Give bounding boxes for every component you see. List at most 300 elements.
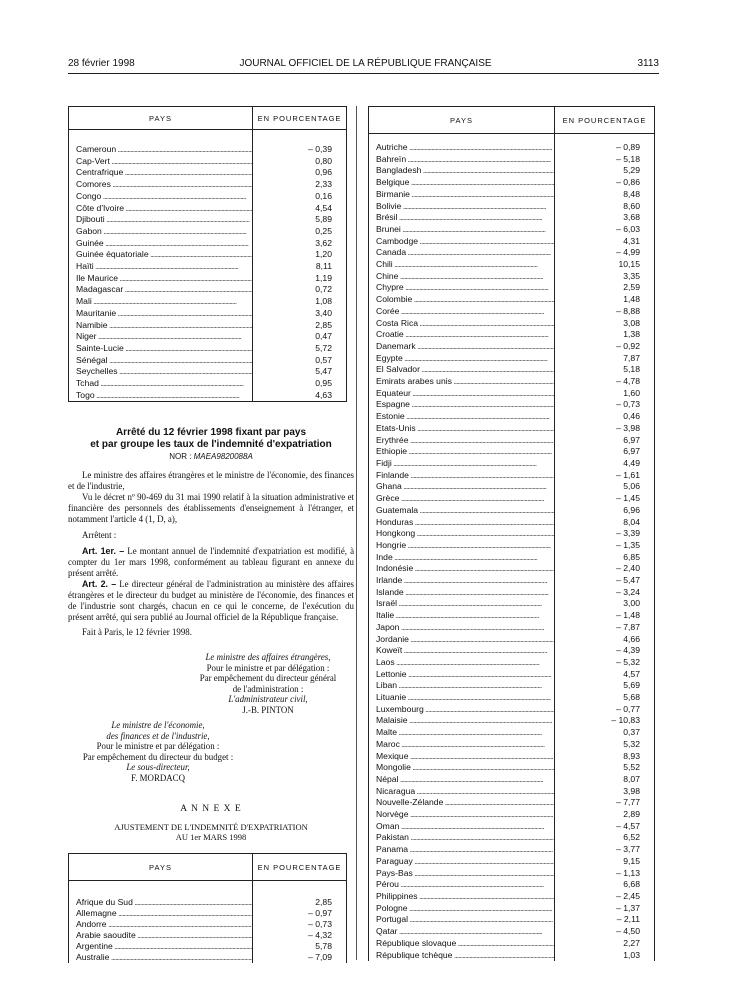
- country-name: Arabie saoudite .....: [76, 930, 253, 940]
- percentage-value: – 3,98: [616, 422, 640, 433]
- table-row: [369, 224, 655, 236]
- percentage-value: 5,69: [623, 680, 640, 691]
- percentage-value: – 0,39: [308, 144, 332, 154]
- percentage-value: – 1,48: [616, 610, 640, 621]
- country-name: Emirats arabes unis .....: [376, 376, 555, 386]
- table-row: [369, 669, 655, 681]
- percentage-value: – 0,73: [616, 399, 640, 410]
- table-row: [369, 458, 655, 470]
- country-name: Danemark .....: [376, 341, 555, 351]
- country-name: Gabon .....: [76, 226, 246, 236]
- table-row: [69, 179, 347, 191]
- header-journal-title: JOURNAL OFFICIEL DE LA RÉPUBLIQUE FRANÇAISE: [239, 58, 492, 69]
- percentage-value: – 3,77: [616, 844, 640, 855]
- arrete-title-line-1: Arrêté du 12 février 1998 fixant par pays: [115, 427, 307, 438]
- percentage-value: 4,54: [315, 202, 332, 213]
- table-row: [369, 446, 655, 458]
- table-row: [369, 247, 655, 259]
- country-name: Philippines .....: [376, 891, 555, 901]
- percentage-value: 4,63: [315, 389, 332, 400]
- table-row: [69, 320, 347, 332]
- percentage-value: 2,85: [315, 319, 332, 330]
- country-name: Koweït .....: [376, 645, 547, 655]
- percentage-value: – 0,89: [616, 142, 640, 152]
- table-row: [69, 919, 347, 930]
- country-name: Pologne .....: [376, 903, 552, 913]
- table-row: [369, 832, 655, 844]
- table-row: [69, 214, 347, 226]
- table-row: [69, 378, 347, 390]
- country-name: Liban .....: [376, 680, 541, 690]
- country-name: Namibie .....: [76, 320, 252, 330]
- sig2-line-5: Le sous-directeur,: [126, 762, 190, 773]
- country-name: Portugal .....: [376, 914, 552, 924]
- country-name: Mongolie .....: [376, 762, 555, 772]
- percentage-value: – 7,87: [616, 621, 640, 632]
- sig1-line-1: Le ministre des affaires étrangères,: [205, 652, 331, 662]
- sig1-line-4: de l'administration :: [232, 683, 304, 694]
- country-name: Guatemala .....: [376, 505, 555, 515]
- table-row: [69, 331, 347, 343]
- annexe-table-body: [69, 881, 347, 964]
- country-name: Comores .....: [76, 179, 253, 189]
- percentage-value: 0,16: [315, 190, 332, 201]
- header-page-number: 3113: [637, 58, 659, 69]
- table-row: [369, 399, 655, 411]
- table-row: [69, 191, 347, 203]
- table-spacer-row: [69, 881, 347, 898]
- country-name: Paraguay .....: [376, 856, 555, 866]
- country-name: Sainte-Lucie .....: [76, 343, 253, 353]
- column-header-pays: PAYS: [69, 107, 253, 130]
- arrete-arretent: Arrêtent :: [82, 530, 117, 540]
- percentage-value: 0,72: [315, 284, 332, 295]
- percentage-value: – 0,73: [308, 919, 332, 929]
- country-name: Ghana .....: [376, 481, 546, 491]
- country-name: Pérou .....: [376, 879, 543, 889]
- percentage-value: – 0,77: [616, 703, 640, 714]
- table-row: [369, 353, 655, 365]
- percentage-value: 6,52: [623, 832, 640, 843]
- country-name: Cameroun .....: [76, 144, 253, 154]
- country-name: Afrique du Sud .....: [76, 897, 253, 907]
- sig1-line-5: L'administrateur civil,: [228, 694, 308, 705]
- sig1-line-3: Par empêchement du directeur général: [199, 673, 337, 684]
- country-name: Islande .....: [376, 587, 548, 597]
- country-name: Finlande .....: [376, 470, 553, 480]
- table-row: [69, 952, 347, 963]
- percentage-value: 6,97: [623, 446, 640, 457]
- sig2-line-2: des finances et de l'industrie,: [106, 730, 210, 741]
- percentage-value: 0,37: [623, 727, 640, 738]
- percentage-value: 8,04: [623, 516, 640, 527]
- country-name: Pays-Bas .....: [376, 868, 555, 878]
- table-row: [369, 470, 655, 482]
- sig1-line-2: Pour le ministre et par délégation :: [206, 662, 330, 673]
- percentage-value: – 4,57: [616, 820, 640, 831]
- annexe-subtitle-1: AJUSTEMENT DE L'INDEMNITÉ D'EXPATRIATION: [114, 822, 308, 832]
- table-row: [369, 364, 655, 376]
- percentage-value: – 4,78: [616, 376, 640, 387]
- country-name: Indonésie .....: [376, 563, 555, 573]
- country-name: Honduras .....: [376, 517, 555, 527]
- article-1-text: Le montant annuel de l'indemnité d'expatriation est modifié, à compter du 1er mars 1998, conformément au tableau figurant en annexe du présent arrêté.: [68, 546, 355, 578]
- country-name: Bolivie .....: [376, 201, 546, 211]
- percentage-value: 5,06: [623, 481, 640, 492]
- table-row: [369, 868, 655, 880]
- column-header-pays: PAYS: [69, 854, 253, 881]
- article-2-label: Art. 2. –: [82, 579, 117, 589]
- table-row: [369, 294, 655, 306]
- table-row: [369, 388, 655, 400]
- percentage-value: – 4,99: [616, 247, 640, 258]
- country-name: Panama .....: [376, 844, 552, 854]
- article-1: [68, 546, 354, 579]
- country-name: Guinée .....: [76, 238, 248, 248]
- country-name: Laos .....: [376, 657, 539, 667]
- table-row: [369, 517, 655, 529]
- table-row: [369, 797, 655, 809]
- sig2-line-3: Pour le ministre et par délégation :: [96, 741, 220, 752]
- table-row: [69, 167, 347, 179]
- country-name: Brunei .....: [376, 224, 545, 234]
- country-name: Mauritanie .....: [76, 308, 253, 318]
- country-name: Chypre .....: [376, 282, 548, 292]
- right-rates-table: [368, 106, 655, 961]
- country-name: Autriche .....: [376, 142, 552, 152]
- table-row: [369, 318, 655, 330]
- annexe-subtitle-2: AU 1er MARS 1998: [175, 832, 247, 842]
- table-row: [369, 189, 655, 201]
- percentage-value: – 0,92: [616, 340, 640, 351]
- table-spacer-row: [69, 130, 347, 145]
- table-row: [369, 856, 655, 868]
- percentage-value: – 2,11: [616, 914, 640, 925]
- article-2-text: Le directeur général de l'administration au ministère des affaires étrangères et le directeur du budget au ministère de l'économie, des finances et de l'industrie sont chargés, chacun en ce qui le concerne, de l'exécution du présent arrêté, qui sera publié au Journal officiel de la République française.: [68, 579, 354, 622]
- signature-block-economie: [68, 720, 248, 784]
- percentage-value: – 5,47: [616, 575, 640, 586]
- percentage-value: – 4,32: [308, 930, 332, 940]
- percentage-value: 5,47: [315, 366, 332, 377]
- country-name: Hongkong .....: [376, 528, 555, 538]
- table-row: [369, 950, 655, 962]
- table-row: [369, 622, 655, 634]
- country-name: Ile Maurice .....: [76, 273, 253, 283]
- percentage-value: – 2,45: [616, 891, 640, 901]
- country-name: Madagascar .....: [76, 284, 253, 294]
- percentage-value: – 6,03: [616, 223, 640, 234]
- country-name: Irlande .....: [376, 575, 547, 585]
- table-row: [369, 903, 655, 915]
- table-row: [69, 238, 347, 250]
- country-name: Tchad .....: [76, 378, 243, 388]
- country-name: Etats-Unis .....: [376, 423, 555, 433]
- country-name: Haïti .....: [76, 261, 238, 271]
- table-row: [69, 908, 347, 919]
- country-name: Costa Rica .....: [376, 318, 555, 328]
- nor-label: NOR :: [169, 452, 194, 461]
- table-row: [369, 762, 655, 774]
- table-row: [369, 938, 655, 950]
- table-row: [369, 891, 655, 903]
- country-name: Cambodge .....: [376, 236, 555, 246]
- table-row: [69, 296, 347, 308]
- country-name: Hongrie .....: [376, 540, 550, 550]
- country-name: Lettonie .....: [376, 669, 551, 679]
- table-row: [369, 423, 655, 435]
- table-row: [369, 657, 655, 669]
- percentage-value: – 4,39: [616, 645, 640, 656]
- percentage-value: 6,96: [623, 504, 640, 515]
- country-name: Sénégal .....: [76, 355, 252, 365]
- country-name: Italie .....: [376, 610, 538, 620]
- table-row: [69, 941, 347, 952]
- table-row: [369, 540, 655, 552]
- percentage-value: 4,57: [623, 668, 640, 679]
- column-header-pourcentage: EN POURCENTAGE: [253, 854, 347, 881]
- column-header-pourcentage: EN POURCENTAGE: [555, 107, 655, 134]
- percentage-value: 2,89: [623, 809, 640, 820]
- table-row: [69, 930, 347, 941]
- table-row: [69, 284, 347, 296]
- percentage-value: 1,03: [623, 949, 640, 960]
- country-name: Inde .....: [376, 552, 537, 562]
- country-name: Australie .....: [76, 952, 253, 962]
- arrete-title: [68, 427, 354, 450]
- table-row: [369, 552, 655, 564]
- country-name: Luxembourg .....: [376, 704, 555, 714]
- percentage-value: – 5,18: [616, 153, 640, 164]
- percentage-value: 5,78: [315, 941, 332, 951]
- table-row: [369, 634, 655, 646]
- table-row: [369, 154, 655, 166]
- table-row: [69, 343, 347, 355]
- nor-code: MAEA9820088A: [193, 452, 253, 461]
- percentage-value: – 5,32: [616, 656, 640, 667]
- percentage-value: – 1,35: [616, 539, 640, 550]
- sig2-line-6: F. MORDACQ: [130, 772, 186, 783]
- table-row: [369, 727, 655, 739]
- table-row: [369, 528, 655, 540]
- table-row: [69, 144, 347, 156]
- country-name: Cap-Vert .....: [76, 156, 253, 166]
- percentage-value: 3,98: [623, 785, 640, 796]
- country-name: Brésil .....: [376, 212, 542, 222]
- percentage-value: 3,00: [623, 598, 640, 609]
- left-rates-table: [68, 106, 347, 402]
- table-row: [69, 226, 347, 238]
- percentage-value: 1,38: [623, 329, 640, 340]
- percentage-value: 0,80: [315, 155, 332, 166]
- country-name: Ethiopie .....: [376, 446, 551, 456]
- country-name: Equateur .....: [376, 388, 555, 398]
- country-name: Malaisie .....: [376, 715, 552, 725]
- country-name: Nouvelle-Zélande .....: [376, 797, 555, 807]
- percentage-value: 0,46: [623, 411, 640, 422]
- country-name: Belgique .....: [376, 177, 554, 187]
- column-divider: [356, 106, 357, 960]
- percentage-value: – 1,37: [616, 902, 640, 913]
- percentage-value: 3,35: [623, 270, 640, 281]
- percentage-value: 1,20: [315, 249, 332, 260]
- percentage-value: 1,48: [623, 294, 640, 305]
- percentage-value: 3,40: [315, 307, 332, 318]
- country-name: Niger .....: [76, 331, 241, 341]
- country-name: Norvège .....: [376, 809, 553, 819]
- percentage-value: 8,60: [623, 200, 640, 211]
- arrete-body: [68, 470, 354, 638]
- header-date: 28 février 1998: [68, 58, 135, 69]
- percentage-value: 5,72: [315, 342, 332, 353]
- table-row: [369, 165, 655, 177]
- percentage-value: 10,15: [618, 259, 640, 270]
- percentage-value: 2,85: [315, 897, 332, 907]
- table-row: [369, 177, 655, 189]
- percentage-value: – 10,83: [611, 715, 640, 726]
- percentage-value: 5,18: [623, 364, 640, 375]
- country-name: Congo .....: [76, 191, 246, 201]
- article-2: [68, 579, 354, 623]
- percentage-value: – 3,39: [616, 528, 640, 539]
- table-row: [369, 774, 655, 786]
- percentage-value: 0,95: [315, 378, 332, 389]
- percentage-value: 3,68: [623, 212, 640, 223]
- table-row: [369, 376, 655, 388]
- table-row: [369, 598, 655, 610]
- percentage-value: – 0,97: [308, 908, 332, 918]
- table-row: [369, 411, 655, 423]
- country-name: Allemagne .....: [76, 908, 253, 918]
- percentage-value: 5,52: [623, 762, 640, 773]
- table-row: [69, 390, 347, 402]
- country-name: Pakistan .....: [376, 832, 553, 842]
- percentage-value: 6,97: [623, 434, 640, 445]
- percentage-value: 5,29: [623, 165, 640, 176]
- country-name: Bangladesh .....: [376, 165, 555, 175]
- country-name: Centrafrique .....: [76, 167, 253, 177]
- country-name: Togo .....: [76, 390, 239, 400]
- country-name: Chili .....: [376, 259, 537, 269]
- table-row: [369, 306, 655, 318]
- table-row: [69, 261, 347, 273]
- table-row: [369, 142, 655, 154]
- table-row: [369, 739, 655, 751]
- percentage-value: 4,31: [623, 235, 640, 246]
- percentage-value: – 2,40: [616, 563, 640, 574]
- percentage-value: 8,11: [315, 261, 332, 272]
- table-row: [369, 844, 655, 856]
- annexe-rates-table: [68, 853, 347, 963]
- country-name: Mali .....: [76, 296, 236, 306]
- country-name: Côte d'Ivoire .....: [76, 203, 253, 213]
- percentage-value: 7,87: [623, 352, 640, 363]
- country-name: Seychelles .....: [76, 366, 253, 376]
- percentage-value: – 1,13: [616, 867, 640, 878]
- table-row: [69, 897, 347, 908]
- country-name: Egypte .....: [376, 353, 547, 363]
- country-name: Estonie .....: [376, 411, 549, 421]
- table-row: [69, 156, 347, 168]
- country-name: Népal .....: [376, 774, 543, 784]
- country-name: Argentine .....: [76, 941, 253, 951]
- table-row: [369, 201, 655, 213]
- country-name: Israël .....: [376, 598, 541, 608]
- country-name: Colombie .....: [376, 294, 555, 304]
- percentage-value: 4,66: [623, 633, 640, 644]
- arrete-vu-decret: Vu le décret nº 90-469 du 31 mai 1990 relatif à la situation administrative et financière des personnels des établissements d'enseignement à l'étranger, et notamment l'article 4 (1, D, a),: [68, 492, 354, 524]
- table-row: [369, 786, 655, 798]
- arrete-title-line-2: et par groupe les taux de l'indemnité d'expatriation: [90, 438, 332, 450]
- table-row: [369, 926, 655, 938]
- nor-reference: [68, 452, 354, 461]
- table-row: [369, 914, 655, 926]
- table-row: [369, 751, 655, 763]
- percentage-value: 9,15: [623, 855, 640, 866]
- table-row: [369, 610, 655, 622]
- signature-block-affaires-etrangeres: [180, 652, 356, 716]
- country-name: Corée .....: [376, 306, 544, 316]
- table-row: [369, 341, 655, 353]
- table-row: [369, 481, 655, 493]
- table-row: [369, 821, 655, 833]
- table-row: [369, 329, 655, 341]
- country-name: Chine .....: [376, 271, 543, 281]
- table-row: [369, 259, 655, 271]
- percentage-value: – 4,50: [616, 926, 640, 937]
- percentage-value: 8,93: [623, 750, 640, 761]
- percentage-value: 6,85: [623, 551, 640, 562]
- percentage-value: 8,48: [623, 188, 640, 199]
- country-name: Erythrée .....: [376, 435, 553, 445]
- percentage-value: 0,25: [315, 225, 332, 236]
- percentage-value: 5,89: [315, 214, 332, 225]
- table-row: [369, 505, 655, 517]
- table-row: [369, 563, 655, 575]
- left-table-body: [69, 130, 347, 402]
- country-name: Bahreïn .....: [376, 154, 550, 164]
- percentage-value: 0,47: [315, 331, 332, 342]
- country-name: Oman .....: [376, 821, 544, 831]
- percentage-value: 4,49: [623, 457, 640, 468]
- percentage-value: 2,27: [623, 937, 640, 948]
- percentage-value: 0,96: [315, 167, 332, 178]
- percentage-value: – 1,61: [616, 469, 640, 480]
- percentage-value: 3,08: [623, 317, 640, 328]
- table-row: [69, 203, 347, 215]
- country-name: Lituanie .....: [376, 692, 550, 702]
- country-name: El Salvador .....: [376, 364, 555, 374]
- sig2-line-4: Par empêchement du directeur du budget :: [82, 751, 234, 762]
- percentage-value: – 7,09: [308, 952, 332, 962]
- percentage-value: – 7,77: [616, 797, 640, 808]
- country-name: Nicaragua .....: [376, 786, 555, 796]
- country-name: Fidji .....: [376, 458, 536, 468]
- percentage-value: 2,59: [623, 282, 640, 293]
- table-row: [369, 879, 655, 891]
- percentage-value: 5,32: [623, 738, 640, 749]
- percentage-value: – 3,24: [616, 586, 640, 597]
- table-row: [69, 308, 347, 320]
- percentage-value: 8,07: [623, 773, 640, 784]
- arrete-fait-a-paris: Fait à Paris, le 12 février 1998.: [82, 627, 192, 637]
- percentage-value: 1,19: [315, 272, 332, 283]
- country-name: République tchèque .....: [376, 950, 555, 960]
- percentage-value: 3,62: [315, 237, 332, 248]
- country-name: Birmanie .....: [376, 189, 554, 199]
- percentage-value: 1,08: [315, 296, 332, 307]
- percentage-value: – 0,86: [616, 177, 640, 188]
- right-table-body: [369, 134, 655, 962]
